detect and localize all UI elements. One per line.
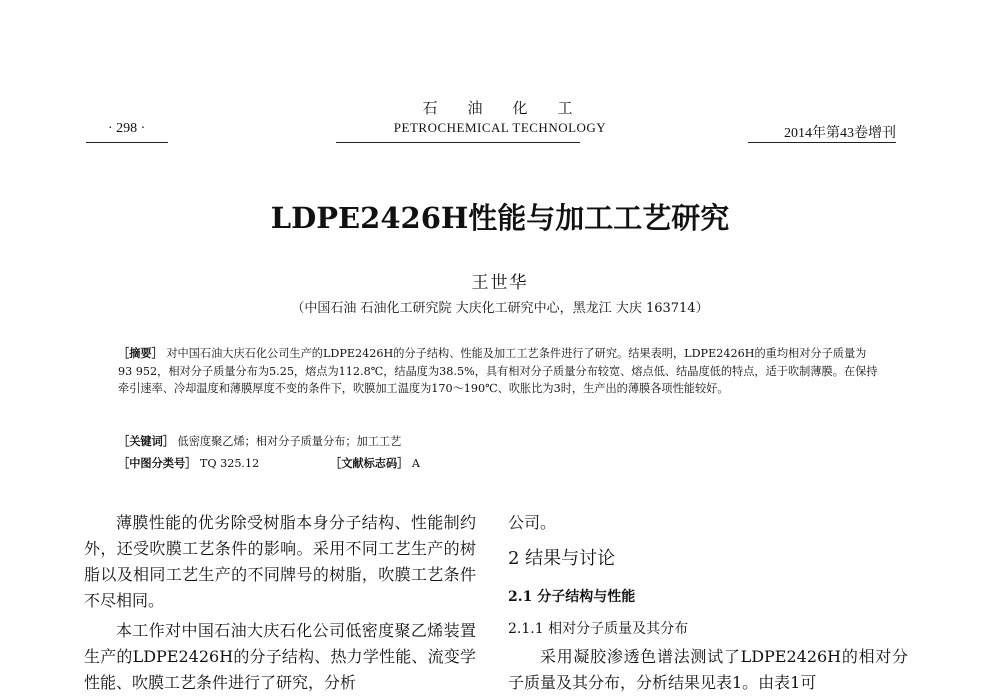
journal-name-en: PETROCHEMICAL TECHNOLOGY xyxy=(393,120,607,135)
page-number: · 298 · xyxy=(108,121,146,136)
header-rule-left xyxy=(86,142,168,143)
header-rule-center xyxy=(336,142,580,143)
section-heading: 2 结果与讨论 xyxy=(508,548,616,569)
classification-line xyxy=(118,455,259,471)
body-paragraph-continued: 公司。 xyxy=(508,513,557,532)
issue-info: 2014年第43卷增刊 xyxy=(784,126,896,141)
article-title: LDPE2426H性能与加工工艺研究 xyxy=(270,201,730,235)
body-paragraph: 采用凝胶渗透色谱法测试了LDPE2426H的相对分子质量及其分布，分析结果见表1。由表1可 xyxy=(508,647,908,692)
body-paragraph: 本工作对中国石油大庆石化公司低密度聚乙烯装置生产的LDPE2426H的分子结构、热力学性能、流变学性能、吹膜工艺条件进行了研究，分析 xyxy=(84,621,476,692)
subsection-heading: 2.1 分子结构与性能 xyxy=(508,589,636,605)
abstract-block xyxy=(118,345,878,398)
subsubsection-heading: 2.1.1 相对分子质量及其分布 xyxy=(508,621,689,637)
body-column-right xyxy=(508,510,908,696)
document-code-line xyxy=(330,455,420,471)
keywords-text: 低密度聚乙烯；相对分子质量分布；加工工艺 xyxy=(177,435,402,448)
body-paragraph: 薄膜性能的优劣除受树脂本身分子结构、性能制约外，还受吹膜工艺条件的影响。采用不同工艺生产的树脂以及相同工艺生产的不同牌号的树脂，吹膜工艺条件不尽相同。 xyxy=(84,513,476,610)
keywords-label: ［关键词］ xyxy=(118,434,174,448)
class-label: ［中图分类号］ xyxy=(118,456,197,470)
header-rule-right xyxy=(748,142,896,143)
keywords-line xyxy=(118,433,401,449)
author-name: 王世华 xyxy=(471,273,529,293)
abstract-text: 对中国石油大庆石化公司生产的LDPE2426H的分子结构、性能及加工工艺条件进行了研究。结果表明，LDPE2426H的重均相对分子质量为93 952，相对分子质量分布为5.25，熔点为112.8℃，结晶度为38.5%，具有相对分子质量分布较宽、熔点低、结晶度低的特点，适于吹制薄膜。在保持牵引速率、冷却温度和薄膜厚度不变的条件下，吹膜加工温度为170～190℃、吹胀比为3时，生产出的薄膜各项性能较好。 xyxy=(118,347,878,395)
abstract-label: ［摘要］ xyxy=(118,346,163,360)
body-column-left xyxy=(84,510,476,696)
journal-name-cn: 石油化工 xyxy=(422,99,603,117)
class-number: TQ 325.12 xyxy=(199,457,260,470)
doc-code: A xyxy=(411,457,420,470)
doc-code-label: ［文献标志码］ xyxy=(330,456,409,470)
author-affiliation: （中国石油 石油化工研究院 大庆化工研究中心，黑龙江 大庆 163714） xyxy=(291,301,709,316)
